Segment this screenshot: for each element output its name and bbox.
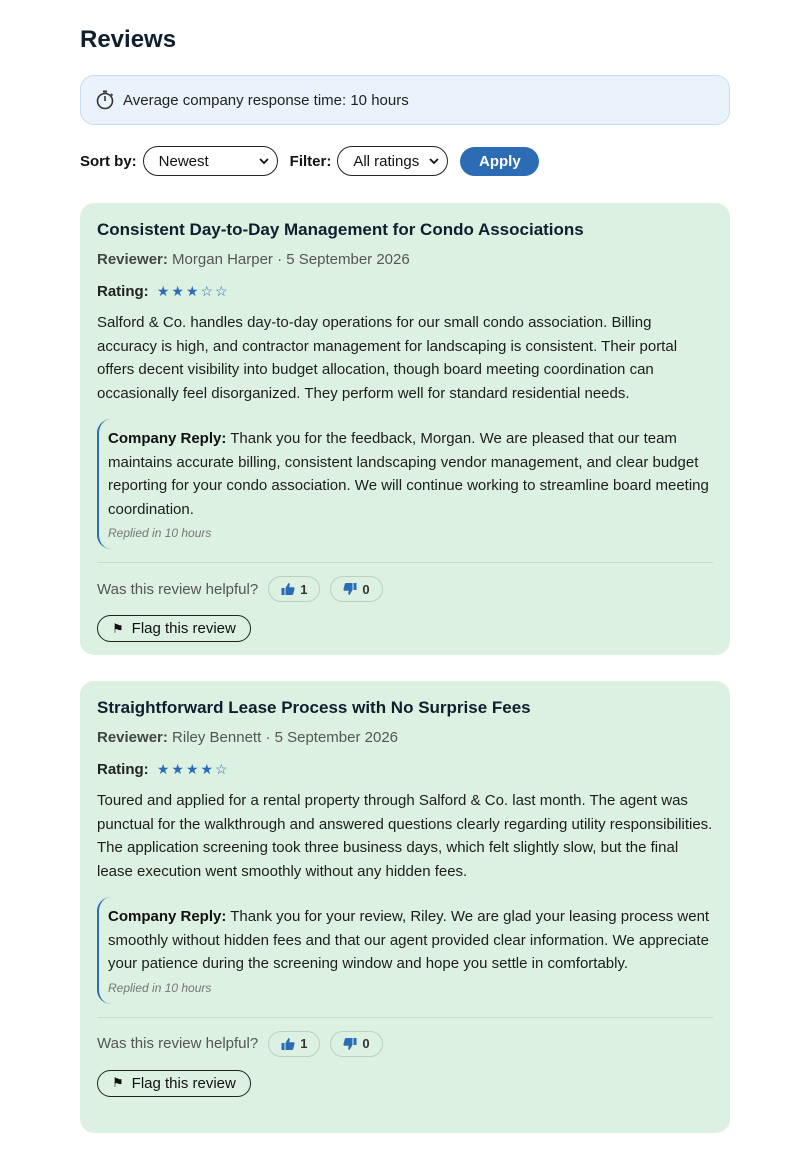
response-time-notice [80, 75, 730, 125]
review-date: · 5 September 2026 [277, 251, 410, 268]
review-title: Straightforward Lease Process with No Surprise Fees [97, 698, 531, 717]
flag-label: Flag this review [131, 620, 236, 637]
thumbs-up-count: 1 [300, 581, 308, 597]
thumbs-up-icon [281, 582, 295, 596]
reviewer-label: Reviewer: [97, 251, 168, 268]
review-title: Consistent Day-to-Day Management for Condo Associations [97, 220, 584, 239]
replied-time: Replied in 10 hours [108, 526, 212, 540]
company-reply [97, 897, 713, 1004]
reviewer-name: Riley Bennett [172, 729, 262, 746]
response-time-text: Average company response time: 10 hours [123, 91, 409, 109]
thumbs-up-button[interactable] [268, 576, 320, 602]
flag-label: Flag this review [131, 1074, 236, 1092]
chevron-down-icon [259, 156, 269, 166]
reviews-page [80, 0, 730, 1092]
review-rating [97, 282, 713, 301]
company-reply [97, 419, 713, 549]
rating-label: Rating: [97, 283, 149, 300]
chevron-down-icon [429, 156, 439, 166]
rating-label: Rating: [97, 761, 149, 778]
thumbs-up-count: 1 [300, 1036, 308, 1051]
review-body: Salford & Co. handles day-to-day operations for our small condo association. Billing accuracy is high, and contractor management for landscaping is consistent. Their portal offers decent visibility into budget allocation, though board meeting coordination can occasionally feel disorganized. They perform well for standard residential needs. [97, 314, 678, 402]
helpful-row [97, 576, 713, 602]
flag-review-button[interactable] [97, 615, 251, 642]
company-reply-label: Company Reply: [108, 908, 227, 925]
company-reply-text: Thank you for your review, Riley. We are glad your leasing process went smoothly without hidden fees and that our agent provided clear information. We appreciate your patience during the screening window and hope you settle in comfortably. [108, 908, 710, 972]
stopwatch-icon [95, 90, 115, 110]
review-body: Toured and applied for a rental property through Salford & Co. last month. The agent was punctual for the walkthrough and answered questions clearly regarding utility responsibilities. The application screening took three business days, which felt slightly slow, but the final lease execution went smoothly without any hidden fees. [97, 792, 713, 880]
review-meta [97, 729, 713, 747]
review-card [80, 681, 730, 1133]
reviewer-label: Reviewer: [97, 729, 168, 746]
star-rating: ★★★☆☆ [156, 283, 230, 299]
helpful-label: Was this review helpful? [97, 1035, 259, 1052]
review-rating [97, 760, 713, 779]
filter-select-value: All ratings [353, 152, 420, 170]
thumbs-up-icon [281, 1037, 295, 1051]
sort-select-value: Newest [158, 152, 209, 170]
replied-time: Replied in 10 hours [108, 980, 212, 995]
star-rating: ★★★★☆ [156, 761, 230, 777]
page-title: Reviews [80, 26, 177, 53]
thumbs-down-icon [343, 1037, 357, 1051]
review-card [80, 203, 730, 655]
sort-select[interactable] [143, 146, 278, 176]
thumbs-down-icon [343, 582, 357, 596]
filter-label: Filter: [289, 152, 332, 170]
review-meta [97, 251, 713, 269]
thumbs-down-count: 0 [362, 581, 370, 597]
reviewer-name: Morgan Harper [172, 251, 273, 268]
review-controls [80, 145, 730, 177]
apply-button[interactable]: Apply [460, 147, 539, 176]
divider [97, 562, 713, 563]
filter-select[interactable] [337, 146, 448, 176]
thumbs-down-button[interactable] [330, 576, 382, 602]
flag-review-button[interactable] [97, 1070, 251, 1097]
divider [97, 1017, 713, 1018]
flag-icon: ⚑ [112, 1075, 124, 1090]
thumbs-up-button[interactable] [268, 1031, 320, 1057]
review-date: · 5 September 2026 [265, 729, 399, 746]
sort-label: Sort by: [80, 152, 137, 170]
flag-icon: ⚑ [112, 620, 124, 636]
company-reply-text: Thank you for the feedback, Morgan. We are pleased that our team maintains accurate billing, consistent landscaping vendor management, and clear budget reporting for your condo association. We will continue working to streamline board meeting coordination. [108, 430, 709, 518]
helpful-row [97, 1031, 713, 1057]
helpful-label: Was this review helpful? [97, 580, 259, 598]
company-reply-label: Company Reply: [108, 430, 227, 447]
thumbs-down-button[interactable] [330, 1031, 382, 1057]
thumbs-down-count: 0 [362, 1036, 370, 1051]
